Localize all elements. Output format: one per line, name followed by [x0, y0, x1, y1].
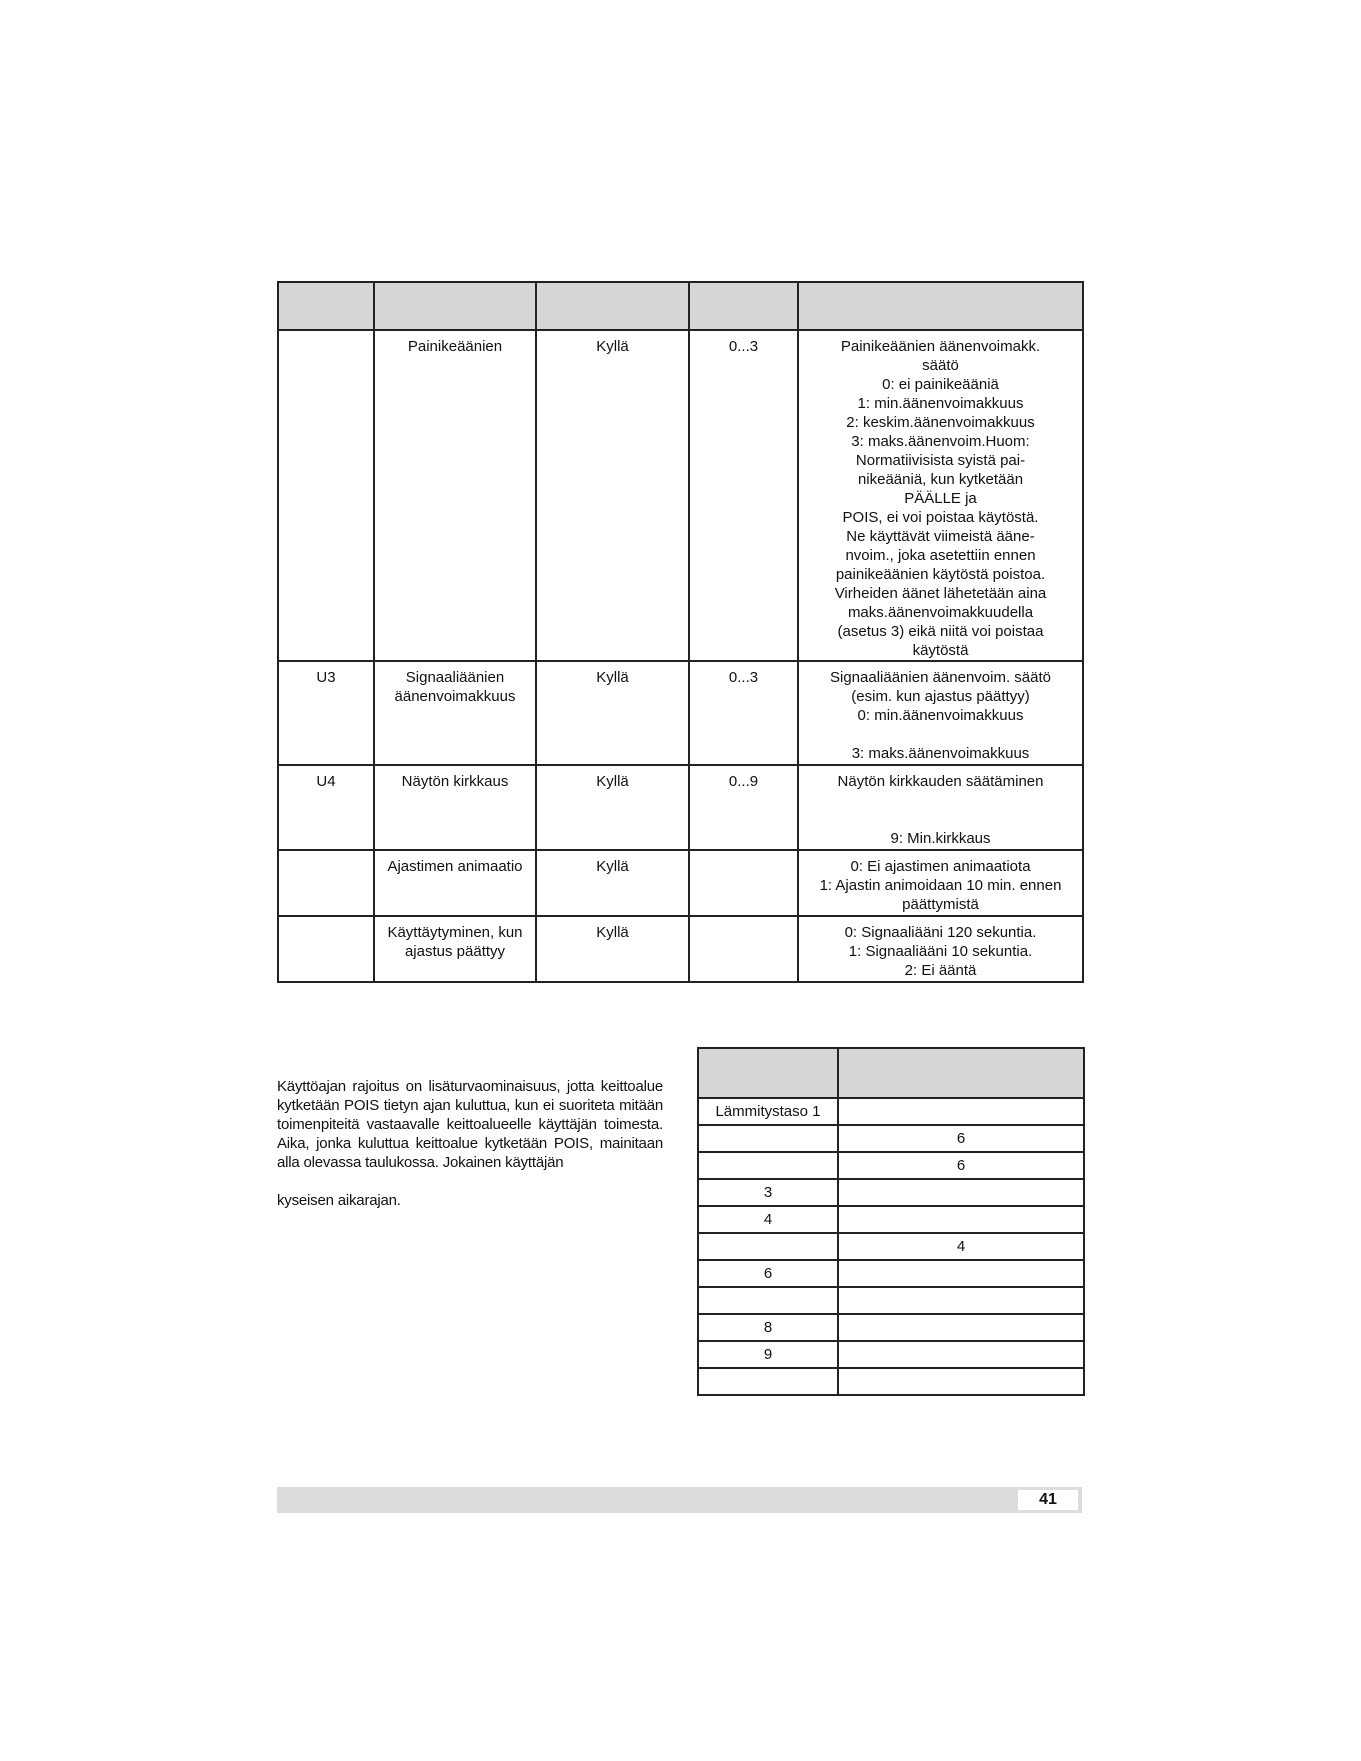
table-row	[698, 1233, 1084, 1260]
description-line	[813, 791, 1068, 810]
settings-table-header-row	[278, 282, 1083, 330]
description-line: 0: ei painikeääniä	[882, 376, 999, 393]
description-line: 0: Signaaliääni 120 sekuntia.	[844, 924, 1037, 941]
heat-level-cell	[698, 1152, 838, 1179]
row-description	[798, 916, 1083, 982]
row-range: 0...3	[689, 330, 798, 661]
row-code: U4	[278, 765, 374, 850]
row-available: Kyllä	[536, 661, 689, 765]
table-row	[698, 1152, 1084, 1179]
description-line: 0: min.äänenvoimakkuus	[857, 707, 1024, 724]
header-heat-level	[698, 1048, 838, 1098]
paragraph-gap	[277, 1172, 663, 1191]
footer-bar	[277, 1487, 1082, 1513]
row-code: U3	[278, 661, 374, 765]
description-line: PÄÄLLE ja	[904, 490, 977, 507]
heat-level-cell	[698, 1368, 838, 1395]
table-row	[698, 1098, 1084, 1125]
table-row	[698, 1125, 1084, 1152]
header-available	[536, 282, 689, 330]
table-row	[698, 1179, 1084, 1206]
row-available: Kyllä	[536, 850, 689, 916]
heat-level-cell: 3	[698, 1179, 838, 1206]
heat-level-cell	[698, 1287, 838, 1314]
time-limit-cell	[838, 1098, 1084, 1125]
heat-level-cell	[698, 1125, 838, 1152]
description-line: nvoim., joka asetettiin ennen	[845, 547, 1036, 564]
heat-level-cell	[698, 1233, 838, 1260]
row-range	[689, 850, 798, 916]
description-line	[813, 810, 1068, 829]
heat-level-cell: 6	[698, 1260, 838, 1287]
description-line: Painikeäänien äänenvoimakk.	[840, 338, 1041, 355]
time-limit-table	[697, 1047, 1085, 1396]
heat-level-cell: 4	[698, 1206, 838, 1233]
row-description	[798, 850, 1083, 916]
header-code	[278, 282, 374, 330]
time-limit-cell	[838, 1314, 1084, 1341]
row-code	[278, 916, 374, 982]
description-line: Virheiden äänet lähetetään aina	[834, 585, 1047, 602]
description-line: Ne käyttävät viimeistä ääne-	[846, 528, 1035, 545]
intro-paragraph-text: Käyttöajan rajoitus on lisäturvaominaisuus, jotta keittoalue kytketään POIS tietyn ajan kuluttua, kun ei suoriteta mitään toimenpiteitä vastaavalle keittoalueelle käyttäjän toimesta. Aika, jonka kuluttua keittoalue kytketään POIS, mainitaan alla olevassa taulukossa. Jokainen käyttäjän	[277, 1078, 663, 1171]
description-line: (esim. kun ajastus päättyy)	[851, 688, 1030, 705]
table-row	[698, 1260, 1084, 1287]
description-line: 1: min.äänenvoimakkuus	[857, 395, 1024, 412]
row-description	[798, 330, 1083, 661]
description-line: 3: maks.äänenvoimakkuus	[851, 745, 1030, 762]
row-name: Ajastimen animaatio	[374, 850, 536, 916]
heat-level-cell: Lämmitystaso 1	[698, 1098, 838, 1125]
row-name: Käyttäytyminen, kun ajastus päättyy	[374, 916, 536, 982]
description-line: 2: keskim.äänenvoimakkuus	[846, 414, 1035, 431]
table-row	[698, 1287, 1084, 1314]
row-available: Kyllä	[536, 916, 689, 982]
table-row	[278, 850, 1083, 916]
description-line: päättymistä	[902, 896, 979, 913]
description-line: 3: maks.äänenvoim.Huom:	[851, 433, 1030, 450]
description-line: 1: Signaaliääni 10 sekuntia.	[848, 943, 1033, 960]
time-limit-cell	[838, 1368, 1084, 1395]
description-line: 0: Ei ajastimen animaatiota	[850, 858, 1031, 875]
table-row	[698, 1368, 1084, 1395]
time-limit-cell	[838, 1179, 1084, 1206]
table-row	[698, 1314, 1084, 1341]
table-row	[698, 1206, 1084, 1233]
description-line: 1: Ajastin animoidaan 10 min. ennen	[819, 877, 1062, 894]
description-line: (asetus 3) eikä niitä voi poistaa	[837, 623, 1044, 640]
row-available: Kyllä	[536, 765, 689, 850]
row-range	[689, 916, 798, 982]
time-limit-cell: 4	[838, 1233, 1084, 1260]
description-line: käytöstä	[912, 642, 969, 659]
table-row	[278, 916, 1083, 982]
description-line: nikeääniä, kun kytketään	[857, 471, 1024, 488]
description-line: säätö	[922, 357, 959, 374]
time-limit-cell	[838, 1206, 1084, 1233]
description-line: painikeäänien käytöstä poistoa.	[835, 566, 1046, 583]
header-time-limit	[838, 1048, 1084, 1098]
row-range: 0...9	[689, 765, 798, 850]
row-description	[798, 765, 1083, 850]
table-row	[278, 765, 1083, 850]
time-limit-cell: 6	[838, 1152, 1084, 1179]
row-code	[278, 850, 374, 916]
time-limit-cell: 6	[838, 1125, 1084, 1152]
description-line: maks.äänenvoimakkuudella	[847, 604, 1034, 621]
intro-paragraph	[277, 1077, 663, 1210]
row-name: Signaaliäänien äänenvoimakkuus	[374, 661, 536, 765]
description-line: Signaaliäänien äänenvoim. säätö	[830, 669, 1051, 686]
header-description	[798, 282, 1083, 330]
intro-paragraph-tail: kyseisen aikarajan.	[277, 1192, 401, 1209]
table-row	[278, 661, 1083, 765]
description-line: Normatiivisista syistä pai-	[855, 452, 1026, 469]
row-description	[798, 661, 1083, 765]
description-line: POIS, ei voi poistaa käytöstä.	[842, 509, 1039, 526]
heat-level-cell: 8	[698, 1314, 838, 1341]
description-line: 9: Min.kirkkaus	[890, 830, 991, 847]
row-name: Näytön kirkkaus	[374, 765, 536, 850]
description-line: Näytön kirkkauden säätäminen	[837, 773, 1044, 790]
table-row	[698, 1341, 1084, 1368]
row-range: 0...3	[689, 661, 798, 765]
row-available: Kyllä	[536, 330, 689, 661]
row-name: Painikeäänien	[374, 330, 536, 661]
page-number: 41	[1018, 1490, 1078, 1510]
table-row	[278, 330, 1083, 661]
row-code	[278, 330, 374, 661]
heat-level-cell: 9	[698, 1341, 838, 1368]
header-name	[374, 282, 536, 330]
header-range	[689, 282, 798, 330]
settings-table	[277, 281, 1084, 983]
time-limit-cell	[838, 1341, 1084, 1368]
description-line	[813, 725, 1068, 744]
description-line: 2: Ei ääntä	[904, 962, 977, 979]
limit-table-header-row	[698, 1048, 1084, 1098]
time-limit-cell	[838, 1287, 1084, 1314]
time-limit-cell	[838, 1260, 1084, 1287]
